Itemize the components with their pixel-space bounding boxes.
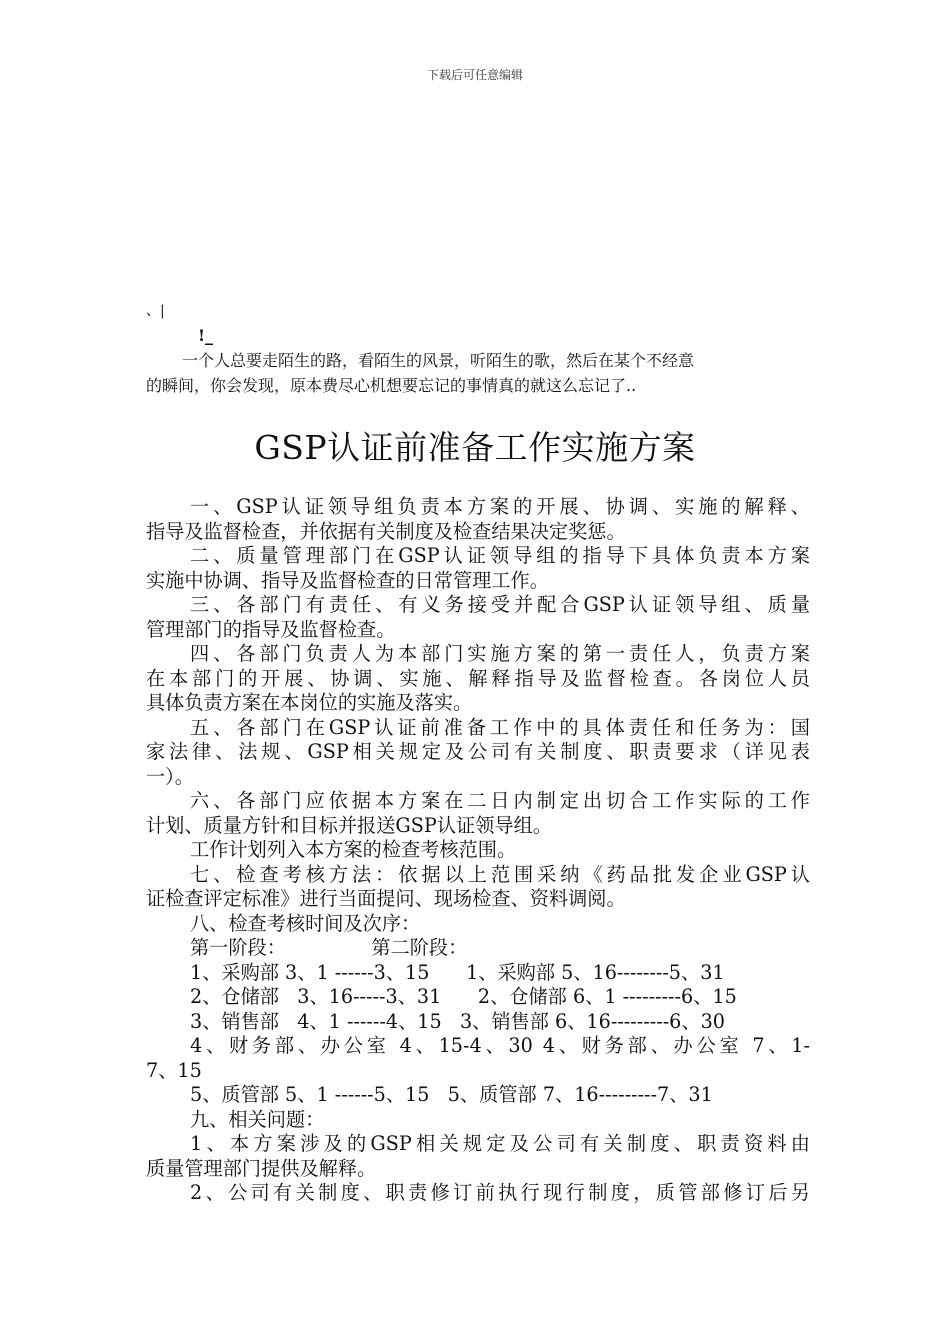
header-note: 下载后可任意编辑 (426, 68, 523, 82)
body-line: 在本部门的开展、协调、实施、解释指导及监督检查。各岗位人员 (146, 666, 810, 690)
body-line: 二、质量管理部门在GSP认证领导组的指导下具体负责本方案 (190, 544, 810, 567)
body-line: 实施中协调、指导及监督检查的日常管理工作。 (146, 568, 549, 592)
body-line: 4、财务部、办公室 4、15-4、30 4、财务部、办公室 7、1- (190, 1034, 810, 1057)
body-line: 指导及监督检查，并依据有关制度及检查结果决定奖惩。 (146, 519, 626, 543)
intro-line: 一个人总要走陌生的路，看陌生的风景，听陌生的歌，然后在某个不经意 (182, 351, 695, 370)
body-line: 第一阶段： 第二阶段： (190, 936, 468, 959)
body-line: 八、检查考核时间及次序： (190, 911, 421, 935)
body-line: 家法律、法规、GSP相关规定及公司有关制度、职责要求（详见表 (146, 740, 810, 763)
body-line: 质量管理部门提供及解释。 (146, 1156, 377, 1180)
body-line: 四、各部门负责人为本部门实施方案的第一责任人，负责方案 (190, 642, 810, 665)
body-line: 三、各部门有责任、有义务接受并配合GSP认证领导组、质量 (190, 593, 810, 616)
body-line: 具体负责方案在本岗位的实施及落实。 (146, 691, 473, 714)
document-title: GSP认证前准备工作实施方案 (254, 428, 696, 467)
body-line: 5、质管部 5、1 ------5、15 5、质管部 7、16---------7、31 (190, 1083, 713, 1106)
intro-line: 的瞬间，你会发现，原本费尽心机想要忘记的事情真的就这么忘记了.. (146, 376, 637, 395)
body-line: 七、检查考核方法：依据以上范围采纳《药品批发企业GSP认 (190, 862, 810, 886)
body-line: 1、本方案涉及的GSP相关规定及公司有关制度、职责资料由 (190, 1132, 810, 1155)
body-line: 证检查评定标准》进行当面提问、现场检查、资料调阅。 (146, 887, 626, 910)
body-line: 1、采购部 3、1 ------3、15 1、采购部 5、16--------5、31 (190, 960, 725, 984)
body-line: 工作计划列入本方案的检查考核范围。 (190, 838, 517, 861)
body-line: 计划、质量方针和目标并报送GSP认证领导组。 (146, 813, 552, 837)
body-line: 2、仓储部 3、16-----3、31 2、仓储部 6、1 ---------6、15 (190, 985, 737, 1008)
body-line: 五、各部门在GSP认证前准备工作中的具体责任和任务为：国 (190, 715, 810, 739)
body-line: 7、15 (146, 1058, 202, 1082)
body-line: 九、相关问题： (190, 1107, 325, 1131)
body-line: 管理部门的指导及监督检查。 (146, 617, 396, 641)
body-line: 六、各部门应依据本方案在二日内制定出切合工作实际的工作 (190, 789, 810, 812)
body-line: 一）。 (146, 764, 194, 788)
intro-paragraph (146, 348, 806, 398)
stray-mark-1: 、| (146, 303, 165, 319)
document-body (146, 495, 810, 1206)
stray-mark-2: !_ (198, 326, 214, 345)
body-line: 2、公司有关制度、职责修订前执行现行制度，质管部修订后另 (190, 1181, 810, 1204)
body-line: 3、销售部 4、1 ------4、15 3、销售部 6、16---------6、30 (190, 1009, 725, 1033)
body-line: 一、GSP认证领导组负责本方案的开展、协调、实施的解释、 (190, 495, 810, 518)
